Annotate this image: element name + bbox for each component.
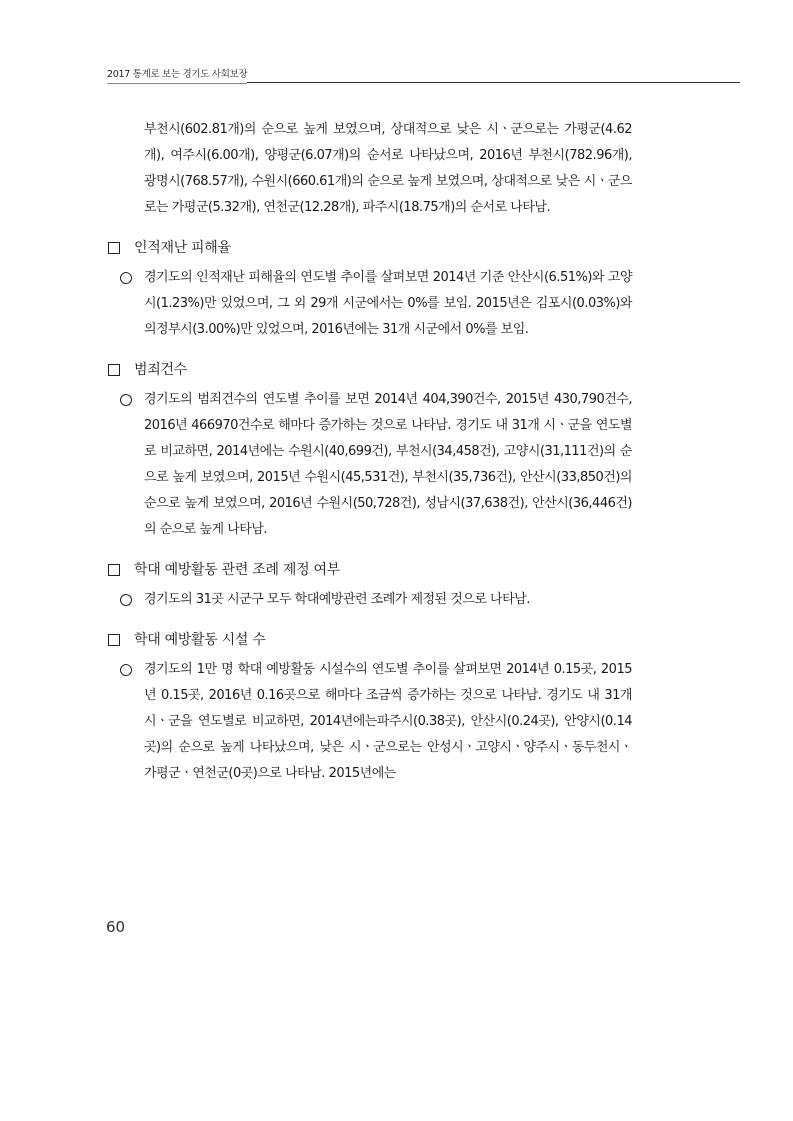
section-human-disaster: [106, 235, 646, 343]
square-bullet-icon: [108, 242, 120, 254]
section-heading: [106, 557, 646, 583]
section-title: 인적재난 피해율: [134, 240, 231, 256]
bullet-text: 경기도의 범죄건수의 연도별 추이를 보면 2014년 404,390건수, 2015년 430,790건수, 2016년 466970건수로 해마다 증가하는 것으로 나타남. 경기도 내 31개 시ㆍ군을 연도별로 비교하면, 2014년에는 수원시(40,699건), 부천시(34,458건), 고양시(31,111건)의 순으로 높게 보였으며, 2015년 수원시(45,531건), 부천시(35,736건), 안산시(33,850건)의 순으로 높게 보였으며, 2016년 수원시(50,728건), 성남시(37,638건), 안산시(36,446건)의 순으로 높게 나타남.: [144, 392, 632, 537]
section-heading: [106, 357, 646, 383]
section-title: 범죄건수: [134, 362, 187, 378]
document-body: [106, 117, 646, 787]
bullet-text: 경기도의 인적재난 피해율의 연도별 추이를 살펴보면 2014년 기준 안산시(6.51%)와 고양시(1.23%)만 있었으며, 그 외 29개 시군에서는 0%를 보임. 2015년은 김포시(0.03%)와 의정부시(3.00%)만 있었으며, 2016년에는 31개 시군에서 0%를 보임.: [144, 270, 632, 337]
section-abuse-facilities: [106, 627, 646, 787]
square-bullet-icon: [108, 634, 120, 646]
circle-bullet-icon: [120, 594, 132, 606]
section-heading: [106, 627, 646, 653]
bullet-text: 경기도의 31곳 시군구 모두 학대예방관련 조례가 제정된 것으로 나타남.: [144, 592, 530, 607]
bullet-paragraph: [106, 587, 646, 613]
bullet-paragraph: [106, 657, 646, 787]
intro-paragraph: 부천시(602.81개)의 순으로 높게 보였으며, 상대적으로 낮은 시ㆍ군으로는 가평군(4.62개), 여주시(6.00개), 양평군(6.07개)의 순서로 나타났으며, 2016년 부천시(782.96개), 광명시(768.57개), 수원시(660.61개)의 순으로 높게 보였으며, 상대적으로 낮은 시ㆍ군으로는 가평군(5.32개), 연천군(12.28개), 파주시(18.75개)의 순서로 나타남.: [144, 122, 632, 215]
bullet-text: 경기도의 1만 명 학대 예방활동 시설수의 연도별 추이를 살펴보면 2014년 0.15곳, 2015년 0.15곳, 2016년 0.16곳으로 해마다 조금씩 증가하는 것으로 나타남. 경기도 내 31개 시ㆍ군을 연도별로 비교하면, 2014년에는파주시(0.38곳), 안산시(0.24곳), 안양시(0.14곳)의 순으로 높게 나타났으며, 낮은 시ㆍ군으로는 안성시ㆍ고양시ㆍ양주시ㆍ동두천시ㆍ가평군ㆍ연천군(0곳)으로 나타남. 2015년에는: [144, 662, 632, 781]
header-title: 2017 통계로 보는 경기도 사회보장: [107, 69, 248, 80]
square-bullet-icon: [108, 564, 120, 576]
header-rule-thick: [247, 82, 740, 83]
page-header: [107, 64, 740, 86]
circle-bullet-icon: [120, 394, 132, 406]
square-bullet-icon: [108, 364, 120, 376]
header-rule-thin: [107, 83, 247, 84]
page-number: 60: [106, 918, 126, 936]
circle-bullet-icon: [120, 272, 132, 284]
section-abuse-ordinance: [106, 557, 646, 613]
section-title: 학대 예방활동 시설 수: [134, 632, 266, 648]
section-title: 학대 예방활동 관련 조례 제정 여부: [134, 562, 340, 578]
section-heading: [106, 235, 646, 261]
bullet-paragraph: [106, 265, 646, 343]
section-crime-count: [106, 357, 646, 543]
bullet-paragraph: [106, 387, 646, 543]
circle-bullet-icon: [120, 664, 132, 676]
